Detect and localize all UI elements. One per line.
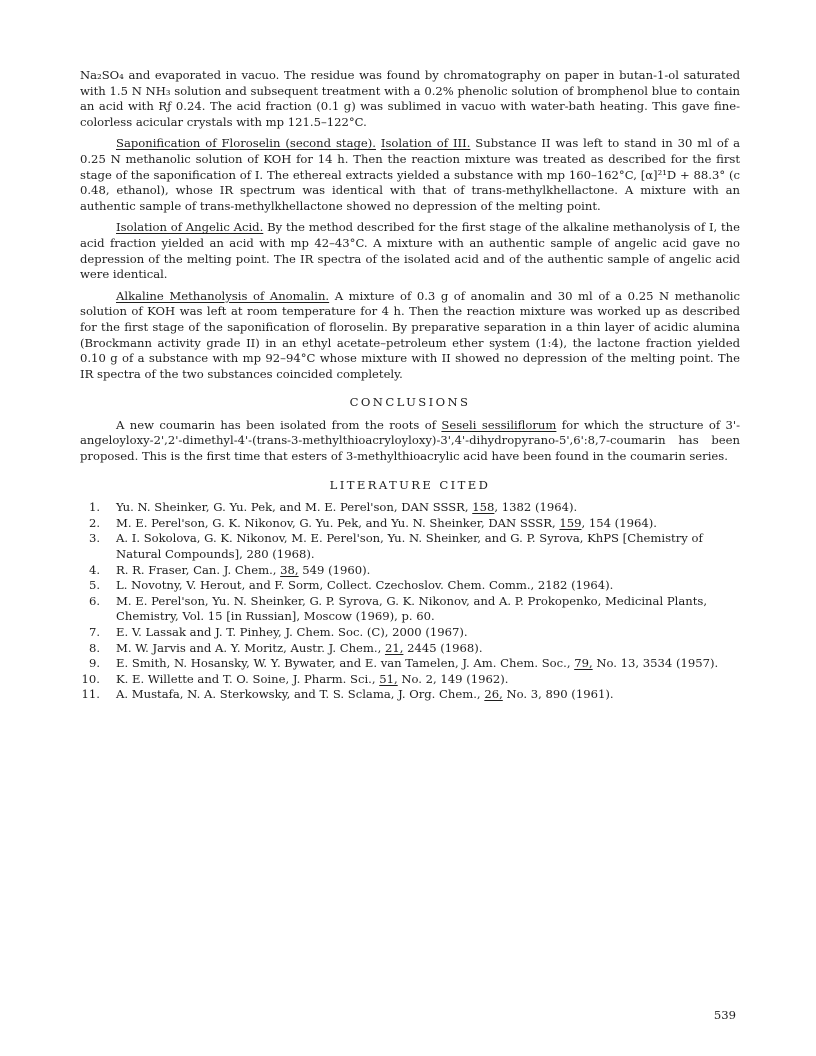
- reference-volume: 51,: [379, 671, 398, 686]
- reference-text-end: No. 2, 149 (1962).: [397, 671, 509, 686]
- reference-item: [80, 625, 740, 641]
- reference-number: 5.: [88, 578, 100, 593]
- heading-methanolysis: Alkaline Methanolysis of Anomalin.: [116, 288, 330, 303]
- angelic-acid-body: By the method described for the first stage of the alkaline methanolysis of I, the acid fraction yielded an acid with mp 42–43°C. A mixture with an authentic sample of angelic acid gave no depression of the melting point. The IR spectra of the isolated acid and of the authentic sample of angelic acid were identical.: [80, 220, 740, 282]
- reference-item: [80, 656, 740, 672]
- reference-number: 9.: [88, 656, 100, 671]
- reference-text: M. E. Perel'son, Yu. N. Sheinker, G. P. Syrova, G. K. Nikonov, and A. P. Prokopenko, Medicinal Plants, Chemistry, Vol. 15 [in Russian], Moscow (1969), p. 60.: [116, 593, 708, 624]
- heading-angelic-acid: Isolation of Angelic Acid.: [116, 220, 264, 235]
- reference-text: M. E. Perel'son, G. K. Nikonov, G. Yu. Pek, and Yu. N. Sheinker, DAN SSSR,: [116, 515, 560, 530]
- reference-text-end: No. 13, 3534 (1957).: [592, 656, 719, 671]
- paragraph-saponification: [80, 136, 740, 214]
- reference-number: 2.: [88, 515, 100, 530]
- reference-text-end: , 1382 (1964).: [494, 500, 578, 515]
- reference-text: L. Novotny, V. Herout, and F. Sorm, Collect. Czechoslov. Chem. Comm., 2182 (1964).: [116, 578, 614, 593]
- reference-item: [80, 672, 740, 688]
- reference-item: [80, 516, 740, 532]
- reference-item: [80, 578, 740, 594]
- species-name: Seseli sessiliflorum: [441, 417, 557, 432]
- reference-volume: 79,: [574, 656, 593, 671]
- reference-number: 7.: [88, 625, 100, 639]
- literature-heading: LITERATURE CITED: [329, 477, 491, 492]
- methanolysis-body: A mixture of 0.3 g of anomalin and 30 ml of a 0.25 N methanolic solution of KOH was left at room temperature for 4 h. Then the reaction mixture was worked up as described for the first stage of the saponification of floroselin. By preparative separation in a thin layer of acidic alumina (Brockmann activity grade II) in an ethyl acetate–petroleum ether system (1:4), the lactone fraction yielded 0.10 g of a substance with mp 92–94°C whose mixture with II showed no depression of the melting point. The IR spectra of the two substances coincided completely.: [80, 288, 740, 381]
- conclusions-text-end: for which the structure of 3'-angeloyloxy-2',2'-dimethyl-4'-(trans-3-methylthioacryloyloxy)-3',4'-dihydropyrano-5',6':8,7-coumarin has been proposed. This is the first time that esters of 3-methylthioacrylic acid have been found in the coumarin series.: [80, 417, 741, 464]
- reference-item: [80, 563, 740, 579]
- saponification-body: Substance II was left to stand in 30 ml of a 0.25 N methanolic solution of KOH for 14 h. Then the reaction mixture was treated as described for the first stage of the saponification of I. The ethereal extracts yielded a substance with mp 160–162°C, [α]²¹D + 88.3° (c 0.48, ethanol), whose IR spectrum was identical with that of trans-methylkhellactone. A mixture with an authentic sample of trans-methylkhellactone showed no depression of the melting point.: [80, 136, 740, 213]
- reference-number: 11.: [81, 687, 100, 702]
- reference-item: [80, 500, 740, 516]
- reference-text-end: , 154 (1964).: [581, 515, 657, 530]
- reference-volume: 158: [472, 500, 495, 515]
- heading-isolation-iii: Isolation of III.: [380, 136, 471, 151]
- reference-volume: 21,: [384, 640, 404, 655]
- reference-text: A. I. Sokolova, G. K. Nikonov, M. E. Perel'son, Yu. N. Sheinker, and G. P. Syrova, KhPS [Chemistry of Natural Compounds], 280 (1968).: [116, 531, 703, 562]
- reference-number: 1.: [88, 500, 100, 515]
- reference-item: [80, 687, 740, 703]
- reference-volume: 26,: [484, 687, 503, 702]
- reference-text: K. E. Willette and T. O. Soine, J. Pharm. Sci.,: [116, 671, 380, 686]
- reference-number: 4.: [88, 562, 100, 577]
- reference-item: [80, 641, 740, 657]
- reference-text: A. Mustafa, N. A. Sterkowsky, and T. S. Sclama, J. Org. Chem.,: [116, 687, 485, 702]
- reference-text: Yu. N. Sheinker, G. Yu. Pek, and M. E. Perel'son, DAN SSSR,: [116, 500, 473, 515]
- reference-number: 3.: [88, 531, 100, 546]
- reference-text-end: 549 (1960).: [298, 562, 371, 577]
- reference-volume: 38,: [280, 562, 299, 577]
- reference-number: 8.: [88, 640, 100, 655]
- conclusions-heading: CONCLUSIONS: [349, 395, 471, 410]
- reference-number: 10.: [81, 671, 100, 686]
- conclusions-text-start: A new coumarin has been isolated from the roots of: [116, 417, 442, 432]
- reference-text-end: 2445 (1968).: [403, 640, 483, 655]
- reference-text: R. R. Fraser, Can. J. Chem.,: [116, 562, 281, 577]
- page-body: [80, 68, 740, 703]
- reference-text-end: No. 3, 890 (1961).: [502, 687, 614, 702]
- reference-text: E. V. Lassak and J. T. Pinhey, J. Chem. Soc. (C), 2000 (1967).: [116, 625, 468, 639]
- reference-text: M. W. Jarvis and A. Y. Moritz, Austr. J. Chem.,: [116, 640, 385, 655]
- reference-item: [80, 594, 740, 625]
- reference-volume: 159: [559, 515, 582, 530]
- paragraph-angelic-acid: [80, 220, 740, 282]
- reference-list: [80, 500, 740, 703]
- reference-number: 6.: [88, 593, 100, 608]
- paragraph-methanolysis: [80, 289, 740, 383]
- reference-text: E. Smith, N. Hosansky, W. Y. Bywater, and E. van Tamelen, J. Am. Chem. Soc.,: [116, 656, 575, 671]
- page-number: 539: [713, 1008, 736, 1022]
- conclusions-paragraph: [80, 418, 740, 465]
- heading-saponification: Saponification of Floroselin (second stage).: [116, 136, 376, 151]
- reference-item: [80, 531, 740, 562]
- paragraph-acid-fraction: Na₂SO₄ and evaporated in vacuo. The residue was found by chromatography on paper in butan-1-ol saturated with 1.5 N NH₃ solution and subsequent treatment with a 0.2% phenolic solution of bromphenol blue to contain an acid with Rƒ 0.24. The acid fraction (0.1 g) was sublimed in vacuo with water-bath heating. This gave fine-colorless acicular crystals with mp 121.5–122°C.: [80, 68, 740, 129]
